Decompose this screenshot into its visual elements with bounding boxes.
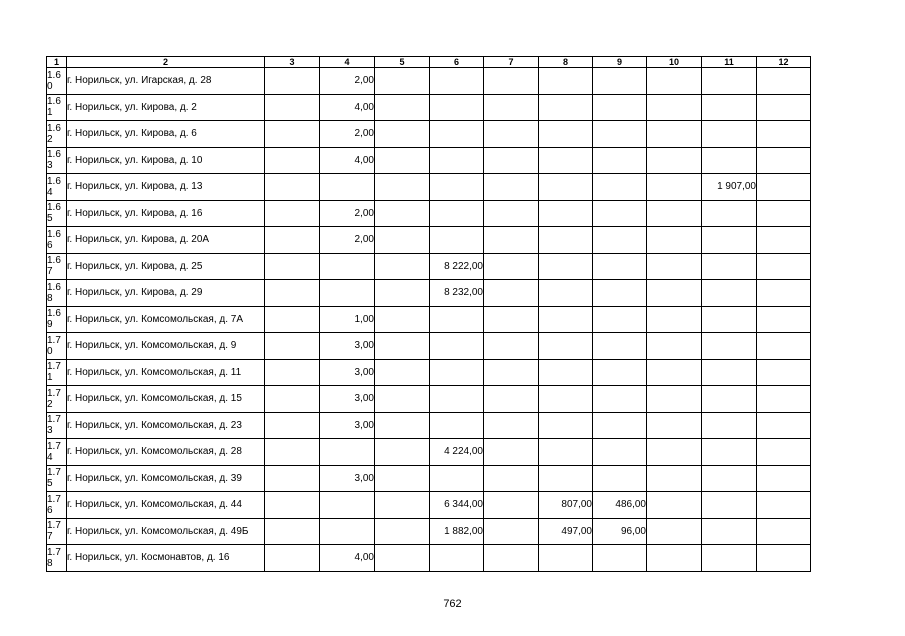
- value-cell-col-8: [539, 439, 593, 466]
- header-row: [47, 57, 811, 68]
- row-number-cell: 1.70: [47, 333, 67, 360]
- value-cell-col-9: [593, 386, 647, 413]
- column-header-3: 3: [265, 57, 320, 68]
- value-cell-col-6: [430, 465, 484, 492]
- row-number-cell: 1.67: [47, 253, 67, 280]
- value-cell-col-8: 497,00: [539, 518, 593, 545]
- column-header-6: 6: [430, 57, 484, 68]
- value-cell-col-10: [647, 306, 702, 333]
- address-cell: г. Норильск, ул. Комсомольская, д. 9: [67, 333, 265, 360]
- value-cell-col-4: 4,00: [320, 94, 375, 121]
- table-row: [47, 412, 811, 439]
- value-cell-col-3: [265, 492, 320, 519]
- value-cell-col-12: [757, 200, 811, 227]
- value-cell-col-9: [593, 68, 647, 95]
- address-cell: г. Норильск, ул. Кирова, д. 13: [67, 174, 265, 201]
- value-cell-col-10: [647, 333, 702, 360]
- value-cell-col-11: [702, 147, 757, 174]
- value-cell-col-11: 1 907,00: [702, 174, 757, 201]
- value-cell-col-8: [539, 306, 593, 333]
- value-cell-col-4: [320, 253, 375, 280]
- value-cell-col-5: [375, 359, 430, 386]
- value-cell-col-6: [430, 412, 484, 439]
- value-cell-col-6: 6 344,00: [430, 492, 484, 519]
- value-cell-col-4: 3,00: [320, 359, 375, 386]
- column-header-12: 12: [757, 57, 811, 68]
- value-cell-col-8: [539, 121, 593, 148]
- value-cell-col-9: 96,00: [593, 518, 647, 545]
- value-cell-col-3: [265, 545, 320, 572]
- value-cell-col-10: [647, 147, 702, 174]
- value-cell-col-10: [647, 68, 702, 95]
- address-cell: г. Норильск, ул. Комсомольская, д. 39: [67, 465, 265, 492]
- address-cell: г. Норильск, ул. Кирова, д. 10: [67, 147, 265, 174]
- value-cell-col-4: 2,00: [320, 68, 375, 95]
- value-cell-col-10: [647, 465, 702, 492]
- value-cell-col-12: [757, 121, 811, 148]
- value-cell-col-8: [539, 227, 593, 254]
- value-cell-col-4: [320, 518, 375, 545]
- row-number-cell: 1.65: [47, 200, 67, 227]
- address-cell: г. Норильск, ул. Космонавтов, д. 16: [67, 545, 265, 572]
- value-cell-col-3: [265, 174, 320, 201]
- value-cell-col-9: [593, 227, 647, 254]
- value-cell-col-3: [265, 439, 320, 466]
- value-cell-col-6: [430, 359, 484, 386]
- value-cell-col-12: [757, 94, 811, 121]
- value-cell-col-5: [375, 147, 430, 174]
- value-cell-col-11: [702, 386, 757, 413]
- address-cell: г. Норильск, ул. Комсомольская, д. 28: [67, 439, 265, 466]
- row-number-cell: 1.69: [47, 306, 67, 333]
- value-cell-col-3: [265, 253, 320, 280]
- value-cell-col-6: [430, 68, 484, 95]
- value-cell-col-12: [757, 492, 811, 519]
- value-cell-col-11: [702, 492, 757, 519]
- value-cell-col-11: [702, 280, 757, 307]
- value-cell-col-4: [320, 174, 375, 201]
- value-cell-col-5: [375, 121, 430, 148]
- value-cell-col-12: [757, 465, 811, 492]
- value-cell-col-8: [539, 174, 593, 201]
- value-cell-col-12: [757, 174, 811, 201]
- table-row: [47, 386, 811, 413]
- value-cell-col-3: [265, 121, 320, 148]
- data-table: [46, 56, 811, 572]
- value-cell-col-10: [647, 359, 702, 386]
- column-header-9: 9: [593, 57, 647, 68]
- value-cell-col-6: [430, 174, 484, 201]
- value-cell-col-11: [702, 94, 757, 121]
- value-cell-col-3: [265, 412, 320, 439]
- value-cell-col-6: [430, 94, 484, 121]
- table-row: [47, 280, 811, 307]
- address-cell: г. Норильск, ул. Кирова, д. 25: [67, 253, 265, 280]
- table-row: [47, 465, 811, 492]
- value-cell-col-11: [702, 68, 757, 95]
- value-cell-col-3: [265, 465, 320, 492]
- address-cell: г. Норильск, ул. Комсомольская, д. 44: [67, 492, 265, 519]
- value-cell-col-11: [702, 227, 757, 254]
- value-cell-col-10: [647, 492, 702, 519]
- value-cell-col-9: [593, 306, 647, 333]
- column-header-11: 11: [702, 57, 757, 68]
- value-cell-col-9: [593, 359, 647, 386]
- value-cell-col-3: [265, 386, 320, 413]
- value-cell-col-6: [430, 227, 484, 254]
- table-row: [47, 68, 811, 95]
- value-cell-col-3: [265, 68, 320, 95]
- value-cell-col-7: [484, 280, 539, 307]
- value-cell-col-9: [593, 439, 647, 466]
- value-cell-col-5: [375, 94, 430, 121]
- value-cell-col-11: [702, 121, 757, 148]
- value-cell-col-5: [375, 439, 430, 466]
- column-header-8: 8: [539, 57, 593, 68]
- value-cell-col-5: [375, 545, 430, 572]
- value-cell-col-4: [320, 492, 375, 519]
- table-row: [47, 333, 811, 360]
- value-cell-col-11: [702, 545, 757, 572]
- row-number-cell: 1.64: [47, 174, 67, 201]
- value-cell-col-8: [539, 253, 593, 280]
- value-cell-col-12: [757, 333, 811, 360]
- value-cell-col-8: [539, 280, 593, 307]
- value-cell-col-6: [430, 333, 484, 360]
- value-cell-col-7: [484, 121, 539, 148]
- value-cell-col-6: [430, 386, 484, 413]
- value-cell-col-4: [320, 280, 375, 307]
- table-body: [47, 68, 811, 572]
- address-cell: г. Норильск, ул. Кирова, д. 20А: [67, 227, 265, 254]
- value-cell-col-9: [593, 280, 647, 307]
- column-header-1: 1: [47, 57, 67, 68]
- address-cell: г. Норильск, ул. Комсомольская, д. 23: [67, 412, 265, 439]
- value-cell-col-9: [593, 174, 647, 201]
- value-cell-col-12: [757, 227, 811, 254]
- value-cell-col-5: [375, 253, 430, 280]
- row-number-cell: 1.61: [47, 94, 67, 121]
- value-cell-col-12: [757, 412, 811, 439]
- value-cell-col-9: [593, 121, 647, 148]
- value-cell-col-9: [593, 412, 647, 439]
- row-number-cell: 1.78: [47, 545, 67, 572]
- address-cell: г. Норильск, ул. Кирова, д. 29: [67, 280, 265, 307]
- value-cell-col-5: [375, 518, 430, 545]
- value-cell-col-7: [484, 359, 539, 386]
- value-cell-col-7: [484, 253, 539, 280]
- value-cell-col-4: 3,00: [320, 412, 375, 439]
- value-cell-col-10: [647, 386, 702, 413]
- value-cell-col-12: [757, 545, 811, 572]
- table-row: [47, 174, 811, 201]
- value-cell-col-11: [702, 465, 757, 492]
- value-cell-col-12: [757, 306, 811, 333]
- page-number: 762: [443, 598, 462, 610]
- table-row: [47, 121, 811, 148]
- value-cell-col-12: [757, 386, 811, 413]
- value-cell-col-3: [265, 280, 320, 307]
- value-cell-col-9: [593, 333, 647, 360]
- value-cell-col-5: [375, 492, 430, 519]
- row-number-cell: 1.68: [47, 280, 67, 307]
- value-cell-col-8: [539, 147, 593, 174]
- value-cell-col-7: [484, 465, 539, 492]
- table-row: [47, 306, 811, 333]
- value-cell-col-6: 8 232,00: [430, 280, 484, 307]
- value-cell-col-5: [375, 174, 430, 201]
- value-cell-col-8: [539, 200, 593, 227]
- address-cell: г. Норильск, ул. Комсомольская, д. 15: [67, 386, 265, 413]
- value-cell-col-9: [593, 200, 647, 227]
- column-header-5: 5: [375, 57, 430, 68]
- value-cell-col-4: 2,00: [320, 121, 375, 148]
- value-cell-col-10: [647, 200, 702, 227]
- value-cell-col-11: [702, 439, 757, 466]
- value-cell-col-12: [757, 147, 811, 174]
- value-cell-col-6: [430, 545, 484, 572]
- value-cell-col-9: [593, 94, 647, 121]
- value-cell-col-3: [265, 518, 320, 545]
- address-cell: г. Норильск, ул. Кирова, д. 2: [67, 94, 265, 121]
- value-cell-col-9: [593, 465, 647, 492]
- row-number-cell: 1.75: [47, 465, 67, 492]
- value-cell-col-7: [484, 439, 539, 466]
- address-cell: г. Норильск, ул. Комсомольская, д. 7А: [67, 306, 265, 333]
- value-cell-col-7: [484, 306, 539, 333]
- row-number-cell: 1.72: [47, 386, 67, 413]
- value-cell-col-10: [647, 518, 702, 545]
- value-cell-col-4: 1,00: [320, 306, 375, 333]
- value-cell-col-9: [593, 147, 647, 174]
- value-cell-col-8: [539, 333, 593, 360]
- value-cell-col-3: [265, 333, 320, 360]
- value-cell-col-3: [265, 359, 320, 386]
- value-cell-col-8: 807,00: [539, 492, 593, 519]
- value-cell-col-4: 3,00: [320, 333, 375, 360]
- value-cell-col-5: [375, 227, 430, 254]
- table-row: [47, 439, 811, 466]
- value-cell-col-4: 3,00: [320, 386, 375, 413]
- column-header-7: 7: [484, 57, 539, 68]
- value-cell-col-8: [539, 386, 593, 413]
- row-number-cell: 1.74: [47, 439, 67, 466]
- column-header-4: 4: [320, 57, 375, 68]
- table-row: [47, 492, 811, 519]
- row-number-cell: 1.63: [47, 147, 67, 174]
- value-cell-col-6: 4 224,00: [430, 439, 484, 466]
- value-cell-col-11: [702, 518, 757, 545]
- value-cell-col-5: [375, 68, 430, 95]
- value-cell-col-10: [647, 545, 702, 572]
- value-cell-col-3: [265, 94, 320, 121]
- value-cell-col-7: [484, 147, 539, 174]
- value-cell-col-7: [484, 333, 539, 360]
- value-cell-col-6: [430, 147, 484, 174]
- value-cell-col-8: [539, 359, 593, 386]
- value-cell-col-7: [484, 386, 539, 413]
- column-header-10: 10: [647, 57, 702, 68]
- value-cell-col-8: [539, 545, 593, 572]
- value-cell-col-6: 1 882,00: [430, 518, 484, 545]
- value-cell-col-3: [265, 227, 320, 254]
- value-cell-col-4: 2,00: [320, 200, 375, 227]
- value-cell-col-12: [757, 359, 811, 386]
- value-cell-col-5: [375, 412, 430, 439]
- row-number-cell: 1.62: [47, 121, 67, 148]
- value-cell-col-4: 4,00: [320, 545, 375, 572]
- value-cell-col-10: [647, 253, 702, 280]
- value-cell-col-5: [375, 386, 430, 413]
- row-number-cell: 1.77: [47, 518, 67, 545]
- value-cell-col-7: [484, 94, 539, 121]
- table-row: [47, 518, 811, 545]
- value-cell-col-10: [647, 174, 702, 201]
- table-row: [47, 200, 811, 227]
- value-cell-col-9: 486,00: [593, 492, 647, 519]
- value-cell-col-6: [430, 306, 484, 333]
- table-row: [47, 147, 811, 174]
- value-cell-col-6: [430, 200, 484, 227]
- table-row: [47, 253, 811, 280]
- row-number-cell: 1.66: [47, 227, 67, 254]
- value-cell-col-5: [375, 306, 430, 333]
- column-header-2: 2: [67, 57, 265, 68]
- table-row: [47, 227, 811, 254]
- value-cell-col-4: [320, 439, 375, 466]
- table-row: [47, 94, 811, 121]
- value-cell-col-12: [757, 68, 811, 95]
- value-cell-col-4: 3,00: [320, 465, 375, 492]
- value-cell-col-8: [539, 412, 593, 439]
- address-cell: г. Норильск, ул. Комсомольская, д. 49Б: [67, 518, 265, 545]
- value-cell-col-11: [702, 253, 757, 280]
- value-cell-col-11: [702, 412, 757, 439]
- value-cell-col-4: 2,00: [320, 227, 375, 254]
- row-number-cell: 1.71: [47, 359, 67, 386]
- value-cell-col-8: [539, 94, 593, 121]
- value-cell-col-6: 8 222,00: [430, 253, 484, 280]
- value-cell-col-7: [484, 545, 539, 572]
- row-number-cell: 1.60: [47, 68, 67, 95]
- value-cell-col-5: [375, 200, 430, 227]
- value-cell-col-3: [265, 306, 320, 333]
- value-cell-col-4: 4,00: [320, 147, 375, 174]
- value-cell-col-10: [647, 280, 702, 307]
- value-cell-col-7: [484, 492, 539, 519]
- address-cell: г. Норильск, ул. Кирова, д. 6: [67, 121, 265, 148]
- value-cell-col-10: [647, 439, 702, 466]
- value-cell-col-11: [702, 306, 757, 333]
- value-cell-col-12: [757, 439, 811, 466]
- value-cell-col-3: [265, 147, 320, 174]
- value-cell-col-7: [484, 68, 539, 95]
- value-cell-col-7: [484, 518, 539, 545]
- value-cell-col-9: [593, 545, 647, 572]
- value-cell-col-10: [647, 227, 702, 254]
- value-cell-col-8: [539, 68, 593, 95]
- value-cell-col-10: [647, 94, 702, 121]
- value-cell-col-12: [757, 253, 811, 280]
- value-cell-col-5: [375, 333, 430, 360]
- row-number-cell: 1.73: [47, 412, 67, 439]
- address-cell: г. Норильск, ул. Игарская, д. 28: [67, 68, 265, 95]
- value-cell-col-12: [757, 280, 811, 307]
- value-cell-col-5: [375, 280, 430, 307]
- value-cell-col-3: [265, 200, 320, 227]
- value-cell-col-12: [757, 518, 811, 545]
- value-cell-col-8: [539, 465, 593, 492]
- value-cell-col-10: [647, 412, 702, 439]
- value-cell-col-7: [484, 227, 539, 254]
- row-number-cell: 1.76: [47, 492, 67, 519]
- value-cell-col-7: [484, 200, 539, 227]
- address-cell: г. Норильск, ул. Кирова, д. 16: [67, 200, 265, 227]
- value-cell-col-7: [484, 174, 539, 201]
- value-cell-col-11: [702, 333, 757, 360]
- value-cell-col-9: [593, 253, 647, 280]
- value-cell-col-5: [375, 465, 430, 492]
- value-cell-col-11: [702, 200, 757, 227]
- table-row: [47, 545, 811, 572]
- value-cell-col-6: [430, 121, 484, 148]
- value-cell-col-11: [702, 359, 757, 386]
- value-cell-col-7: [484, 412, 539, 439]
- table-row: [47, 359, 811, 386]
- value-cell-col-10: [647, 121, 702, 148]
- address-cell: г. Норильск, ул. Комсомольская, д. 11: [67, 359, 265, 386]
